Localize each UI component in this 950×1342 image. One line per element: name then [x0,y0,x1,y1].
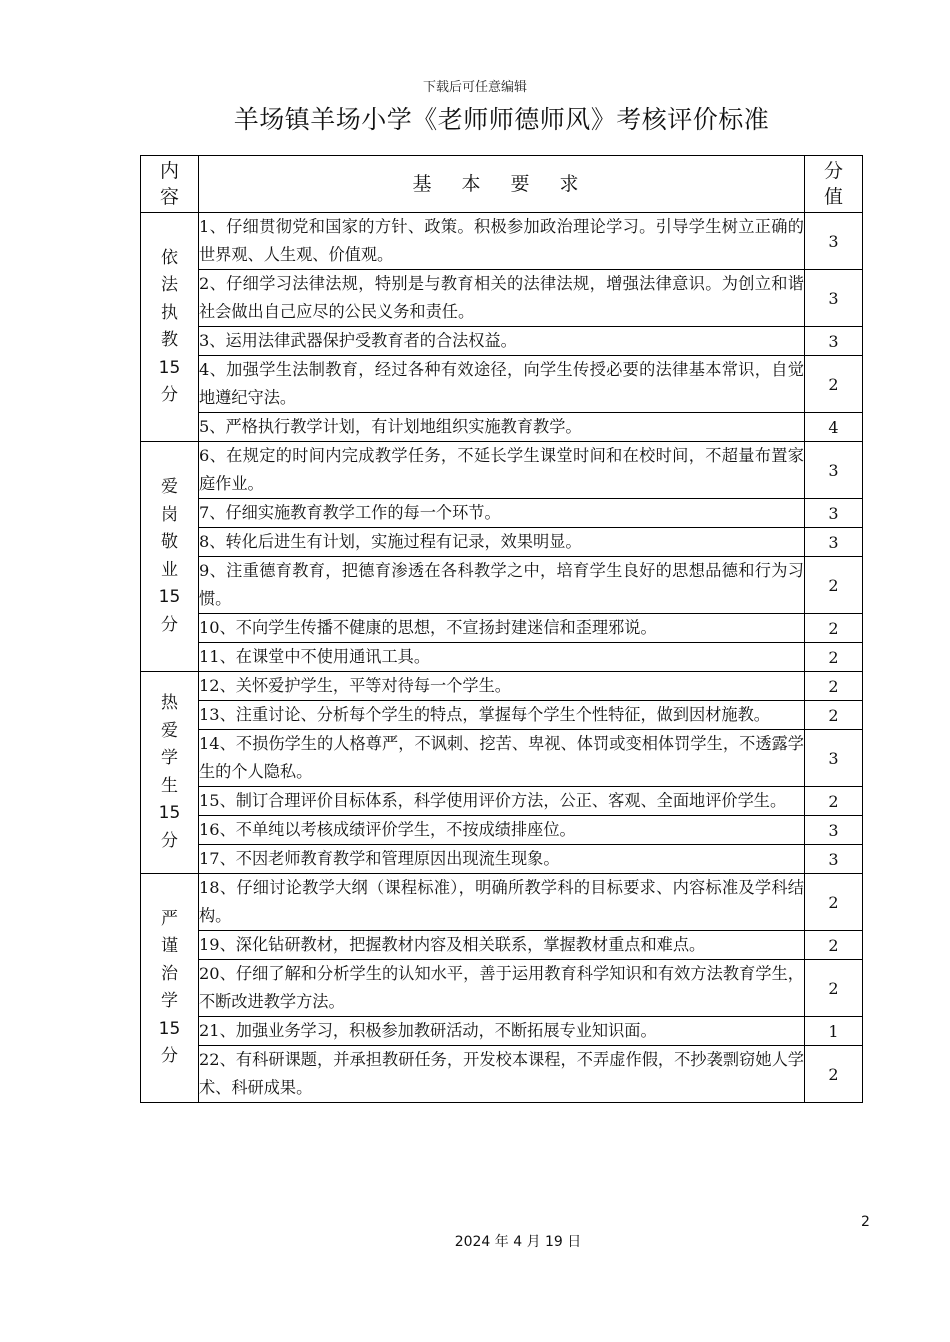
table-row [141,874,863,931]
score-value: 3 [805,442,863,499]
category-char: 学 [161,748,178,768]
table-row [141,960,863,1017]
score-value: 2 [805,960,863,1017]
score-value: 3 [805,816,863,845]
category-cell [141,672,199,874]
category-char: 热 [161,693,178,713]
category-char: 治 [161,963,178,984]
requirement-text: 4、加强学生法制教育，经过各种有效途径，向学生传授必要的法律基本常识，自觉地遵纪守法。 [199,356,805,413]
footer-date: 2024 年 4 月 19 日 [454,1234,582,1250]
score-value: 3 [805,327,863,356]
category-char: 执 [161,302,178,323]
table-row [141,701,863,730]
header-note: 下载后可任意编辑 [422,80,527,95]
category-char: 岗 [161,504,178,525]
category-cell [141,874,199,1103]
category-char: 教 [161,330,178,350]
score-value: 2 [805,643,863,672]
table-row [141,442,863,499]
evaluation-table [140,155,863,1103]
requirement-text: 20、仔细了解和分析学生的认知水平，善于运用教育科学知识和有效方法教育学生，不断改进教学方法。 [199,960,805,1017]
page-title: 羊场镇羊场小学《老师师德师风》考核评价标准 [233,105,770,134]
category-char: 业 [161,559,178,580]
requirement-text: 8、转化后进生有计划，实施过程有记录，效果明显。 [199,528,805,557]
table-row [141,643,863,672]
requirement-text: 17、不因老师教育教学和管理原因出现流生现象。 [199,845,805,874]
category-char: 谨 [161,936,178,956]
requirement-text: 5、严格执行教学计划，有计划地组织实施教育教学。 [199,413,805,442]
requirement-text: 12、关怀爱护学生，平等对待每一个学生。 [199,672,805,701]
table-row [141,672,863,701]
score-value: 3 [805,499,863,528]
requirement-text: 7、仔细实施教育教学工作的每一个环节。 [199,499,805,528]
category-char: 依 [161,247,178,268]
table-row [141,845,863,874]
header-requirements: 基 本 要 求 [199,156,805,213]
score-value: 2 [805,1046,863,1103]
requirement-text: 3、运用法律武器保护受教育者的合法权益。 [199,327,805,356]
category-char: 分 [161,614,178,635]
score-value: 4 [805,413,863,442]
table-row [141,499,863,528]
table-row [141,614,863,643]
table-row [141,1046,863,1103]
page-number: 2 [861,1214,870,1230]
score-value: 2 [805,874,863,931]
requirement-text: 6、在规定的时间内完成教学任务，不延长学生课堂时间和在校时间，不超量布置家庭作业。 [199,442,805,499]
table-row [141,327,863,356]
category-char: 爱 [161,477,178,497]
category-char: 严 [161,908,178,929]
table-row [141,730,863,787]
score-value: 2 [805,672,863,701]
category-cell [141,213,199,442]
score-value: 2 [805,614,863,643]
category-char: 分 [161,1046,178,1066]
category-char: 法 [161,275,178,295]
category-char: 敬 [161,532,178,552]
requirement-text: 10、不向学生传播不健康的思想，不宣扬封建迷信和歪理邪说。 [199,614,805,643]
score-value: 3 [805,213,863,270]
category-char: 学 [161,991,178,1011]
table-row [141,1017,863,1046]
score-value: 1 [805,1017,863,1046]
score-value: 2 [805,931,863,960]
category-char: 分 [161,385,178,405]
header-score: 分 值 [805,156,863,213]
requirement-text: 1、仔细贯彻党和国家的方针、政策。积极参加政治理论学习。引导学生树立正确的世界观、人生观、价值观。 [199,213,805,270]
requirement-text: 19、深化钻研教材，把握教材内容及相关联系，掌握教材重点和难点。 [199,931,805,960]
requirement-text: 18、仔细讨论教学大纲（课程标准），明确所教学科的目标要求、内容标准及学科结构。 [199,874,805,931]
requirement-text: 13、注重讨论、分析每个学生的特点，掌握每个学生个性特征，做到因材施教。 [199,701,805,730]
score-value: 2 [805,701,863,730]
requirement-text: 21、加强业务学习，积极参加教研活动，不断拓展专业知识面。 [199,1017,805,1046]
requirement-text: 14、不损伤学生的人格尊严，不讽刺、挖苦、卑视、体罚或变相体罚学生，不透露学生的个人隐私。 [199,730,805,787]
requirement-text: 16、不单纯以考核成绩评价学生，不按成绩排座位。 [199,816,805,845]
requirement-text: 11、在课堂中不使用通讯工具。 [199,643,805,672]
category-char: 15 [158,803,181,823]
category-char: 分 [161,830,178,851]
score-value: 2 [805,787,863,816]
table-body [141,213,863,1103]
score-value: 3 [805,730,863,787]
score-value: 3 [805,270,863,327]
category-char: 生 [161,775,178,796]
table-row [141,270,863,327]
requirement-text: 22、有科研课题，并承担教研任务，开发校本课程，不弄虚作假，不抄袭剽窃她人学术、科研成果。 [199,1046,805,1103]
table-header-row [141,156,863,213]
score-value: 3 [805,845,863,874]
requirement-text: 9、注重德育教育，把德育渗透在各科教学之中，培育学生良好的思想品德和行为习惯。 [199,557,805,614]
requirement-text: 15、制订合理评价目标体系，科学使用评价方法，公正、客观、全面地评价学生。 [199,787,805,816]
table-row [141,931,863,960]
table-row [141,528,863,557]
score-value: 3 [805,528,863,557]
table-row [141,356,863,413]
category-char: 爱 [161,720,178,741]
table-row [141,557,863,614]
category-cell [141,442,199,672]
category-char: 15 [158,357,181,378]
table-row [141,787,863,816]
score-value: 2 [805,356,863,413]
category-char: 15 [158,587,181,607]
table-row [141,816,863,845]
table-row [141,413,863,442]
table-row [141,213,863,270]
header-content: 内 容 [141,156,199,213]
category-char: 15 [158,1018,181,1039]
requirement-text: 2、仔细学习法律法规，特别是与教育相关的法律法规，增强法律意识。为创立和谐社会做出自己应尽的公民义务和责任。 [199,270,805,327]
score-value: 2 [805,557,863,614]
